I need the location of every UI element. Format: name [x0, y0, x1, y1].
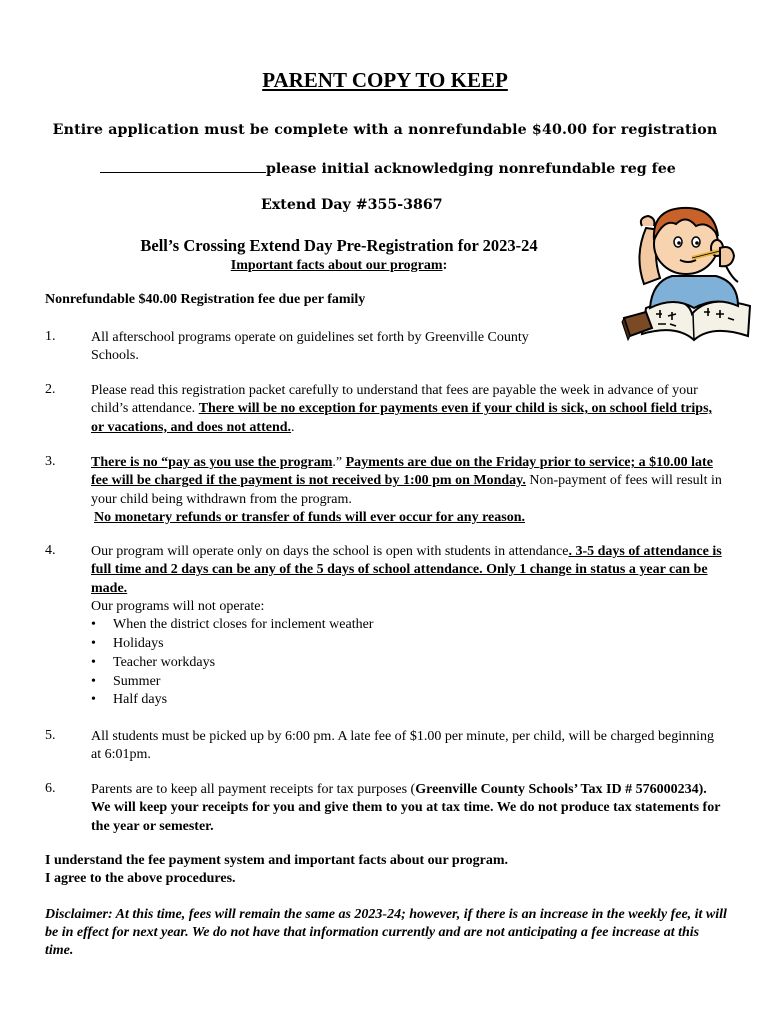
item-3-text-b: .”: [332, 455, 346, 470]
agreement-line-1: I understand the fee payment system and important facts about our program.: [45, 853, 509, 868]
item-4-number: 4.: [45, 543, 56, 558]
initial-prompt-text: please initial acknowledging nonrefundable reg fee: [266, 161, 676, 177]
item-1-number: 1.: [45, 329, 56, 344]
item-6-text-a: Parents are to keep all payment receipts for tax purposes (: [91, 782, 416, 797]
item-2-text-c: .: [291, 419, 295, 435]
item-2-number: 2.: [45, 382, 56, 397]
closure-list: [91, 616, 727, 710]
item-3-text-c: Payments are due on the Friday prior to service; a $10.00 late fee will be charged if the payment is not received by 1:00 pm on Monday.: [91, 455, 713, 489]
list-item: • Summer: [91, 673, 727, 692]
item-3-text: [91, 454, 727, 527]
item-6-text-b: Greenville County Schools’ Tax ID # 576000234). We will keep your receipts for you and give them to you at tax time. We do not produce tax statements for the year or semester.: [91, 782, 721, 834]
item-2-text: [91, 382, 727, 437]
disclaimer: Disclaimer: At this time, fees will remain the same as 2023-24; however, if there is an increase in the weekly fee, it will be in effect for next year. We do not have that information currently and are not anticipating a fee increase at this time.: [45, 907, 727, 958]
initial-blank-line[interactable]: [100, 160, 266, 173]
item-6-text: [91, 781, 727, 836]
facts-heading-text: Important facts about our program: [230, 258, 443, 273]
phone-number: Extend Day #355-3867: [261, 197, 443, 213]
page-title: PARENT COPY TO KEEP: [262, 68, 508, 92]
item-3-text-e: No monetary refunds or transfer of funds will ever occur for any reason.: [94, 509, 525, 525]
item-4-text: [91, 543, 727, 710]
registration-fee-note: Nonrefundable $40.00 Registration fee due per family: [45, 292, 366, 307]
item-5-text: All students must be picked up by 6:00 pm. A late fee of $1.00 per minute, per child, will be charged beginning at 6:01pm.: [91, 729, 715, 763]
item-4-text-c: Our programs will not operate:: [91, 598, 265, 614]
agreement-line-2: I agree to the above procedures.: [45, 871, 236, 886]
list-item: • Teacher workdays: [91, 654, 727, 673]
item-3-text-a: There is no “pay as you use the program: [91, 455, 333, 470]
item-4-text-a: Our program will operate only on days the school is open with students in attendance: [91, 544, 569, 559]
item-5-number: 5.: [45, 728, 56, 743]
list-item: • Half days: [91, 691, 727, 710]
facts-heading-colon: :: [442, 258, 448, 273]
item-1-text: All afterschool programs operate on guidelines set forth by Greenville County Schools.: [91, 330, 529, 364]
item-3-number: 3.: [45, 454, 56, 469]
item-4-text-b: . 3-5 days of attendance is full time and 2 days can be any of the 5 days of school attendance. Only 1 change in status a year can be made.: [91, 544, 722, 596]
list-item: • Holidays: [91, 635, 727, 654]
item-2-text-a: Please read this registration packet carefully to understand that fees are payable the week in advance of your child’s attendance.: [91, 383, 698, 417]
preregistration-title: Bell’s Crossing Extend Day Pre-Registration for 2023-24: [140, 236, 538, 255]
item-2-text-b: There will be no exception for payments even if your child is sick, on school field trips, or vacations, and does not attend.: [91, 401, 713, 435]
list-item: • When the district closes for inclement weather: [91, 616, 727, 635]
item-6-number: 6.: [45, 781, 56, 796]
boy-studying-clipart-icon: [616, 196, 756, 344]
item-3-text-d: Non-payment of fees will result in your child being withdrawn from the program.: [91, 473, 722, 507]
agreement-statement: [45, 852, 725, 888]
application-notice: Entire application must be complete with a nonrefundable $40.00 for registration: [52, 122, 718, 138]
facts-heading: [0, 258, 678, 274]
initial-acknowledgement: [100, 160, 676, 177]
